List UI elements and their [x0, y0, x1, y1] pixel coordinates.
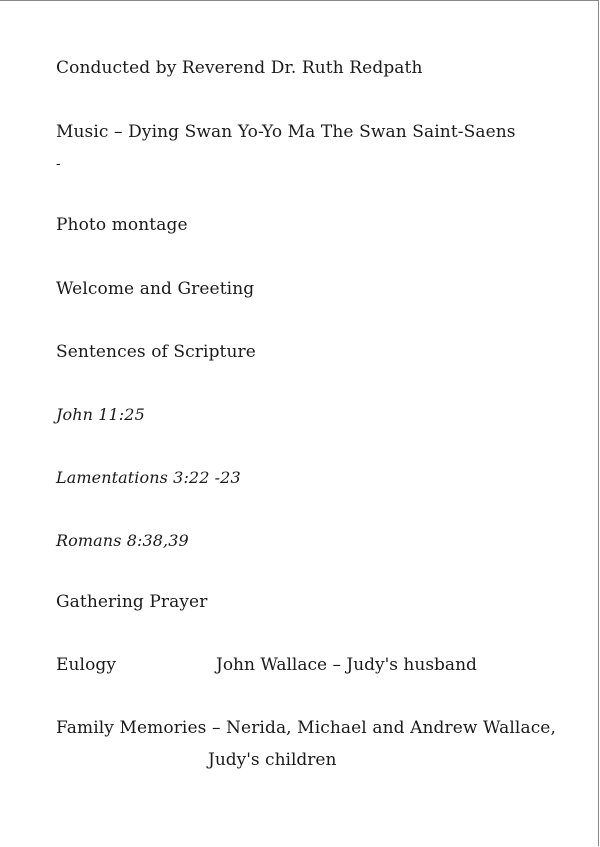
scripture-romans: Romans 8:38,39	[56, 531, 189, 550]
scripture-john: John 11:25	[56, 405, 145, 424]
family-memories-line: Family Memories – Nerida, Michael and Andrew Wallace,	[56, 718, 556, 738]
photo-montage-line: Photo montage	[56, 215, 188, 235]
music-trailing-dash: -	[56, 156, 61, 172]
conducted-by-line: Conducted by Reverend Dr. Ruth Redpath	[56, 58, 423, 78]
music-line: Music – Dying Swan Yo-Yo Ma The Swan Saint-Saens	[56, 122, 516, 142]
family-memories-continuation: Judy's children	[208, 750, 337, 770]
eulogy-label: Eulogy	[56, 655, 117, 675]
eulogy-speaker: John Wallace – Judy's husband	[216, 655, 477, 675]
welcome-greeting-line: Welcome and Greeting	[56, 279, 255, 299]
gathering-prayer-line: Gathering Prayer	[56, 592, 208, 612]
scripture-lamentations: Lamentations 3:22 -23	[56, 468, 241, 487]
sentences-of-scripture-line: Sentences of Scripture	[56, 342, 256, 362]
